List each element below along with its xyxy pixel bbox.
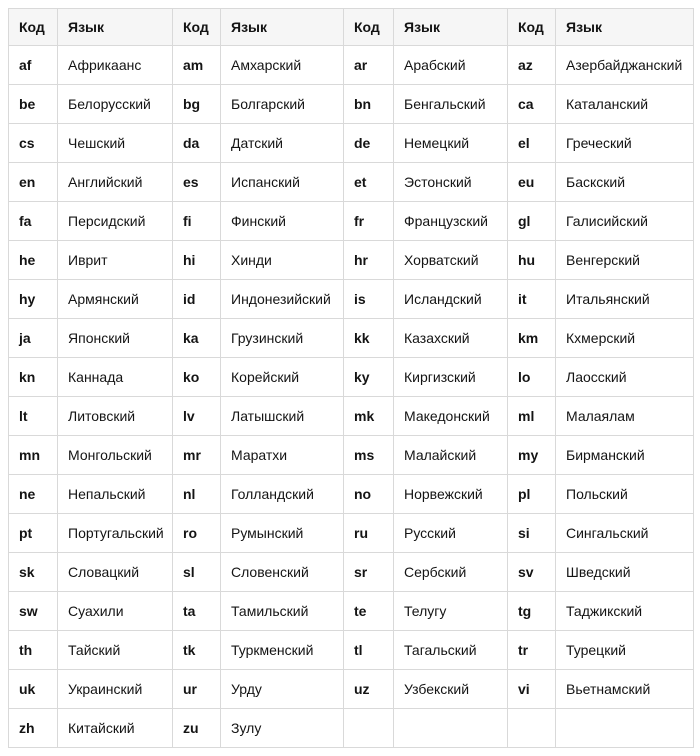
code-cell: ur bbox=[173, 670, 221, 709]
code-cell: az bbox=[508, 46, 556, 85]
table-row bbox=[9, 202, 694, 241]
code-cell: tl bbox=[344, 631, 394, 670]
code-cell: nl bbox=[173, 475, 221, 514]
code-cell: ar bbox=[344, 46, 394, 85]
code-cell: lv bbox=[173, 397, 221, 436]
code-cell: it bbox=[508, 280, 556, 319]
language-cell: Финский bbox=[221, 202, 344, 241]
language-cell: Польский bbox=[556, 475, 694, 514]
code-cell: ro bbox=[173, 514, 221, 553]
code-cell: cs bbox=[9, 124, 58, 163]
code-cell: ne bbox=[9, 475, 58, 514]
code-cell: ms bbox=[344, 436, 394, 475]
language-cell: Узбекский bbox=[394, 670, 508, 709]
code-cell: sk bbox=[9, 553, 58, 592]
language-cell: Эстонский bbox=[394, 163, 508, 202]
table-row bbox=[9, 124, 694, 163]
code-cell: af bbox=[9, 46, 58, 85]
language-cell: Исландский bbox=[394, 280, 508, 319]
table-row bbox=[9, 475, 694, 514]
code-cell: da bbox=[173, 124, 221, 163]
table-header bbox=[9, 9, 694, 46]
code-cell: pl bbox=[508, 475, 556, 514]
language-cell: Португальский bbox=[58, 514, 173, 553]
language-cell: Чешский bbox=[58, 124, 173, 163]
language-cell: Тагальский bbox=[394, 631, 508, 670]
code-cell: el bbox=[508, 124, 556, 163]
code-cell: sv bbox=[508, 553, 556, 592]
code-cell: be bbox=[9, 85, 58, 124]
language-cell: Тамильский bbox=[221, 592, 344, 631]
language-cell: Туркменский bbox=[221, 631, 344, 670]
code-cell: kk bbox=[344, 319, 394, 358]
table-row bbox=[9, 514, 694, 553]
code-cell: sw bbox=[9, 592, 58, 631]
language-cell: Голландский bbox=[221, 475, 344, 514]
language-cell: Литовский bbox=[58, 397, 173, 436]
table-row bbox=[9, 631, 694, 670]
language-cell: Иврит bbox=[58, 241, 173, 280]
language-cell: Сингальский bbox=[556, 514, 694, 553]
code-cell: km bbox=[508, 319, 556, 358]
language-cell: Хинди bbox=[221, 241, 344, 280]
header-language: Язык bbox=[221, 9, 344, 46]
code-cell: zh bbox=[9, 709, 58, 748]
code-cell: fa bbox=[9, 202, 58, 241]
table-row bbox=[9, 397, 694, 436]
code-cell: mn bbox=[9, 436, 58, 475]
table-row bbox=[9, 553, 694, 592]
language-cell: Киргизский bbox=[394, 358, 508, 397]
code-cell: hr bbox=[344, 241, 394, 280]
code-cell: de bbox=[344, 124, 394, 163]
language-cell: Монгольский bbox=[58, 436, 173, 475]
language-cell: Японский bbox=[58, 319, 173, 358]
language-cell: Галисийский bbox=[556, 202, 694, 241]
table-row bbox=[9, 709, 694, 748]
code-cell: te bbox=[344, 592, 394, 631]
language-cell: Каннада bbox=[58, 358, 173, 397]
code-cell: mr bbox=[173, 436, 221, 475]
language-cell: Баскский bbox=[556, 163, 694, 202]
code-cell: ja bbox=[9, 319, 58, 358]
code-cell: uk bbox=[9, 670, 58, 709]
code-cell: zu bbox=[173, 709, 221, 748]
language-cell: Урду bbox=[221, 670, 344, 709]
language-cell: Маратхи bbox=[221, 436, 344, 475]
code-cell: et bbox=[344, 163, 394, 202]
language-cell: Французский bbox=[394, 202, 508, 241]
table-row bbox=[9, 46, 694, 85]
table-row bbox=[9, 358, 694, 397]
language-cell: Армянский bbox=[58, 280, 173, 319]
language-codes-table bbox=[8, 8, 694, 748]
header-code: Код bbox=[508, 9, 556, 46]
language-cell: Таджикский bbox=[556, 592, 694, 631]
language-cell: Малаялам bbox=[556, 397, 694, 436]
code-cell: fr bbox=[344, 202, 394, 241]
header-language: Язык bbox=[394, 9, 508, 46]
language-cell: Бенгальский bbox=[394, 85, 508, 124]
language-cell: Суахили bbox=[58, 592, 173, 631]
code-cell: ru bbox=[344, 514, 394, 553]
language-cell: Бирманский bbox=[556, 436, 694, 475]
language-cell: Датский bbox=[221, 124, 344, 163]
language-cell: Азербайджанский bbox=[556, 46, 694, 85]
code-cell: he bbox=[9, 241, 58, 280]
header-code: Код bbox=[9, 9, 58, 46]
language-cell: Непальский bbox=[58, 475, 173, 514]
code-cell: eu bbox=[508, 163, 556, 202]
language-cell: Шведский bbox=[556, 553, 694, 592]
code-cell: bg bbox=[173, 85, 221, 124]
code-cell: ca bbox=[508, 85, 556, 124]
language-cell: Норвежский bbox=[394, 475, 508, 514]
header-row bbox=[9, 9, 694, 46]
code-cell: tk bbox=[173, 631, 221, 670]
code-cell: is bbox=[344, 280, 394, 319]
language-cell: Корейский bbox=[221, 358, 344, 397]
code-cell: lt bbox=[9, 397, 58, 436]
language-cell: Арабский bbox=[394, 46, 508, 85]
code-cell: am bbox=[173, 46, 221, 85]
code-cell: vi bbox=[508, 670, 556, 709]
language-cell: Вьетнамский bbox=[556, 670, 694, 709]
code-cell: lo bbox=[508, 358, 556, 397]
code-cell: bn bbox=[344, 85, 394, 124]
language-cell: Русский bbox=[394, 514, 508, 553]
code-cell: ml bbox=[508, 397, 556, 436]
table-row bbox=[9, 163, 694, 202]
language-cell: Белорусский bbox=[58, 85, 173, 124]
language-cell: Словенский bbox=[221, 553, 344, 592]
table-row bbox=[9, 592, 694, 631]
language-cell: Кхмерский bbox=[556, 319, 694, 358]
language-cell: Словацкий bbox=[58, 553, 173, 592]
language-cell: Малайский bbox=[394, 436, 508, 475]
code-cell: es bbox=[173, 163, 221, 202]
language-cell: Каталанский bbox=[556, 85, 694, 124]
language-cell: Китайский bbox=[58, 709, 173, 748]
code-cell: en bbox=[9, 163, 58, 202]
code-cell: kn bbox=[9, 358, 58, 397]
table-row bbox=[9, 85, 694, 124]
language-cell: Телугу bbox=[394, 592, 508, 631]
table-row bbox=[9, 670, 694, 709]
language-cell: Английский bbox=[58, 163, 173, 202]
language-cell: Африкаанс bbox=[58, 46, 173, 85]
code-cell: uz bbox=[344, 670, 394, 709]
code-cell: hu bbox=[508, 241, 556, 280]
table-row bbox=[9, 280, 694, 319]
header-code: Код bbox=[173, 9, 221, 46]
code-cell bbox=[344, 709, 394, 748]
code-cell: sl bbox=[173, 553, 221, 592]
code-cell: my bbox=[508, 436, 556, 475]
code-cell: tr bbox=[508, 631, 556, 670]
language-cell: Персидский bbox=[58, 202, 173, 241]
code-cell: fi bbox=[173, 202, 221, 241]
table-row bbox=[9, 319, 694, 358]
code-cell: no bbox=[344, 475, 394, 514]
language-cell: Латышский bbox=[221, 397, 344, 436]
language-cell: Испанский bbox=[221, 163, 344, 202]
language-cell: Греческий bbox=[556, 124, 694, 163]
language-cell: Немецкий bbox=[394, 124, 508, 163]
language-cell: Грузинский bbox=[221, 319, 344, 358]
language-cell: Македонский bbox=[394, 397, 508, 436]
language-cell: Казахский bbox=[394, 319, 508, 358]
header-language: Язык bbox=[58, 9, 173, 46]
language-cell: Амхарский bbox=[221, 46, 344, 85]
code-cell: gl bbox=[508, 202, 556, 241]
language-cell: Лаосский bbox=[556, 358, 694, 397]
code-cell: ka bbox=[173, 319, 221, 358]
language-cell: Румынский bbox=[221, 514, 344, 553]
code-cell: pt bbox=[9, 514, 58, 553]
code-cell: ky bbox=[344, 358, 394, 397]
language-cell: Сербский bbox=[394, 553, 508, 592]
table-body bbox=[9, 46, 694, 748]
language-cell: Зулу bbox=[221, 709, 344, 748]
language-cell: Венгерский bbox=[556, 241, 694, 280]
language-cell: Турецкий bbox=[556, 631, 694, 670]
language-cell: Хорватский bbox=[394, 241, 508, 280]
code-cell: hy bbox=[9, 280, 58, 319]
code-cell: th bbox=[9, 631, 58, 670]
language-cell: Индонезийский bbox=[221, 280, 344, 319]
header-code: Код bbox=[344, 9, 394, 46]
code-cell: mk bbox=[344, 397, 394, 436]
table-row bbox=[9, 241, 694, 280]
header-language: Язык bbox=[556, 9, 694, 46]
code-cell: ko bbox=[173, 358, 221, 397]
language-cell bbox=[394, 709, 508, 748]
language-cell: Итальянский bbox=[556, 280, 694, 319]
language-cell bbox=[556, 709, 694, 748]
table-row bbox=[9, 436, 694, 475]
code-cell: id bbox=[173, 280, 221, 319]
code-cell: sr bbox=[344, 553, 394, 592]
code-cell: hi bbox=[173, 241, 221, 280]
language-cell: Тайский bbox=[58, 631, 173, 670]
code-cell: ta bbox=[173, 592, 221, 631]
language-cell: Болгарский bbox=[221, 85, 344, 124]
code-cell: tg bbox=[508, 592, 556, 631]
language-cell: Украинский bbox=[58, 670, 173, 709]
code-cell bbox=[508, 709, 556, 748]
code-cell: si bbox=[508, 514, 556, 553]
